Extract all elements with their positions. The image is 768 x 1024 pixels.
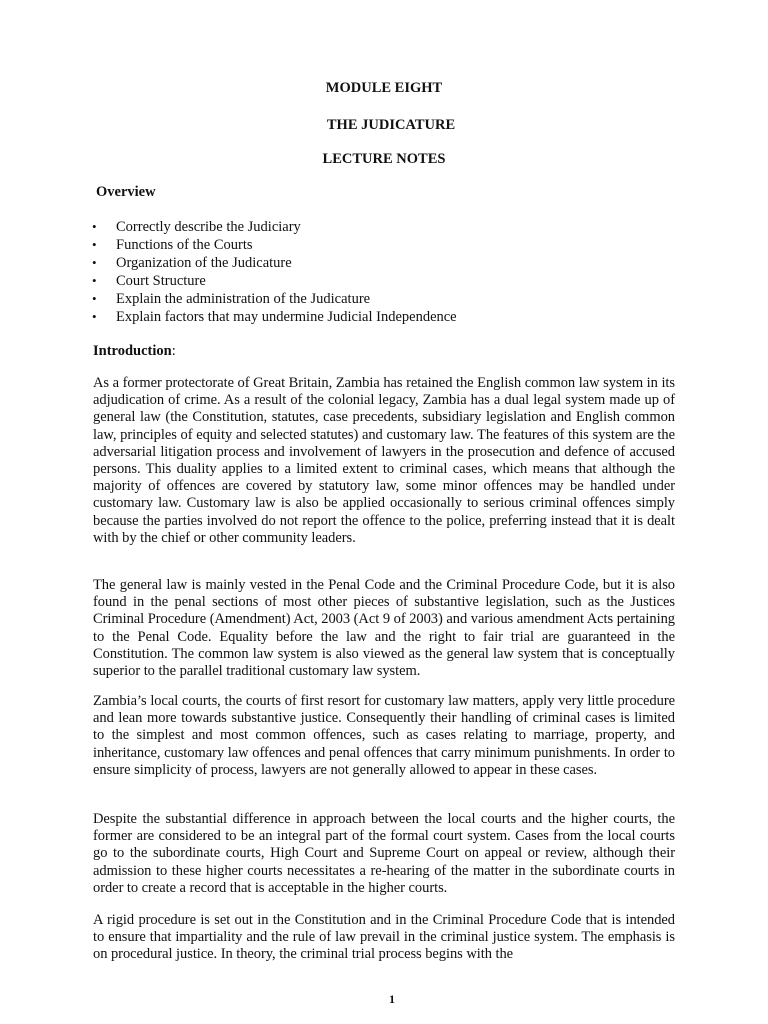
- notes-title: LECTURE NOTES: [322, 151, 446, 167]
- module-title: MODULE EIGHT: [325, 80, 443, 96]
- list-item: [92, 236, 692, 254]
- overview-list: [92, 218, 692, 326]
- list-item-text: Court Structure: [116, 273, 206, 289]
- paragraph-2: The general law is mainly vested in the Penal Code and the Criminal Procedure Code, but it is also found in the penal sections of most other pieces of substantive legislation, such as the Justices Criminal Procedure (Amendment) Act, 2003 (Act 9 of 2003) and various amendment Acts pertaining to the Penal Code. Equality before the law and the right to fair trial are guaranteed in the Constitution. The common law system is also viewed as the general law system that is conceptually superior to the parallel traditional customary law system.: [93, 577, 675, 680]
- list-item-text: Functions of the Courts: [116, 237, 253, 253]
- introduction-colon: :: [171, 343, 176, 359]
- subject-title: THE JUDICATURE: [326, 117, 456, 133]
- list-item: [92, 254, 692, 272]
- list-item-text: Explain factors that may undermine Judicial Independence: [116, 309, 457, 325]
- introduction-heading: [93, 342, 176, 360]
- list-item-text: Correctly describe the Judiciary: [116, 219, 301, 235]
- list-item: [92, 218, 692, 236]
- page-number: 1: [389, 992, 395, 1006]
- bullet-icon: •: [92, 273, 97, 288]
- bullet-icon: •: [92, 309, 97, 324]
- bullet-icon: •: [92, 237, 97, 252]
- list-item-text: Explain the administration of the Judicature: [116, 291, 371, 307]
- paragraph-3: Zambia’s local courts, the courts of first resort for customary law matters, apply very little procedure and lean more towards substantive justice. Consequently their handling of criminal cases is limited to the simplest and most common offences, such as cases relating to marriage, property, and inheritance, customary law offences and penal offences that carry minimum punishments. In order to ensure simplicity of process, lawyers are not generally allowed to appear in these cases.: [93, 693, 675, 778]
- list-item: [92, 272, 692, 290]
- bullet-icon: •: [92, 255, 97, 270]
- bullet-icon: •: [92, 219, 97, 234]
- introduction-heading-text: Introduction: [93, 343, 172, 359]
- list-item-text: Organization of the Judicature: [116, 255, 292, 271]
- paragraph-4: Despite the substantial difference in approach between the local courts and the higher courts, the former are considered to be an integral part of the formal court system. Cases from the local courts go to the subordinate courts, High Court and Supreme Court on appeal or review, although their admission to these higher courts necessitates a re-hearing of the matter in the subordinate courts in order to create a record that is acceptable in the higher courts.: [93, 811, 675, 896]
- list-item: [92, 290, 692, 308]
- overview-heading: Overview: [96, 184, 156, 200]
- paragraph-1: As a former protectorate of Great Britain, Zambia has retained the English common law system in its adjudication of crime. As a result of the colonial legacy, Zambia has a dual legal system made up of general law (the Constitution, statutes, case precedents, subsidiary legislation and English common law, principles of equity and selected statutes) and customary law. The features of this system are the adversarial litigation process and involvement of lawyers in the prosecution and defence of accused persons. This duality applies to a limited extent to criminal cases, which means that although the majority of offences are covered by statutory law, some minor offences may be handled under customary law. Customary law is also be applied occasionally to serious criminal offences simply because the parties involved do not report the offence to the police, preferring instead that it is dealt with by the chief or other community leaders.: [93, 375, 675, 546]
- paragraph-5: A rigid procedure is set out in the Constitution and in the Criminal Procedure Code that is intended to ensure that impartiality and the rule of law prevail in the criminal justice system. The emphasis is on procedural justice. In theory, the criminal trial process begins with the: [93, 912, 675, 963]
- bullet-icon: •: [92, 291, 97, 306]
- list-item: [92, 308, 692, 326]
